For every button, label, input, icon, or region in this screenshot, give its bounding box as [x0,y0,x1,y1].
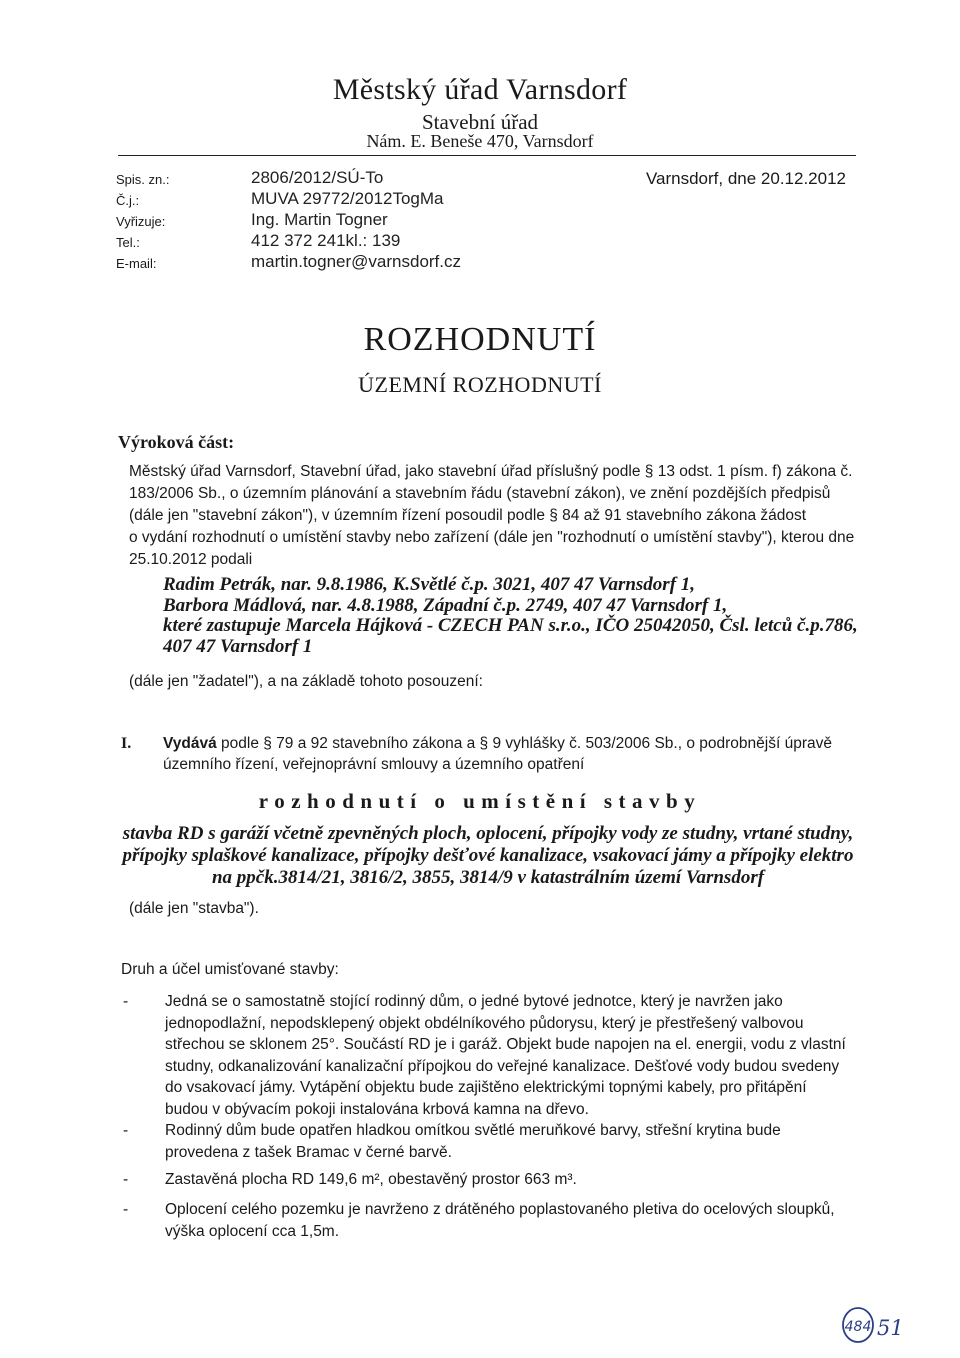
applicant-line: které zastupuje Marcela Hájková - CZECH PAN s.r.o., IČO 25042050, Čsl. letců č.p.786, [163,615,858,636]
intro-line: o vydání rozhodnutí o umístění stavby nebo zařízení (dále jen "rozhodnutí o umístění stavby"), kterou dne [129,529,855,546]
building-description-line: na ppčk.3814/21, 3816/2, 3855, 3814/9 v katastrálním území Varnsdorf [211,867,765,888]
item-verb: Vydává [163,735,217,752]
meta-label-file-ref: Spis. zn.: [116,172,170,187]
bullet-dash: - [123,1201,129,1218]
handwritten-page-number [841,1305,931,1345]
purpose-heading: Druh a účel umisťované stavby: [121,961,339,978]
meta-label-phone: Tel.: [116,235,140,250]
meta-value-file-ref: 2806/2012/SÚ-To [251,168,384,187]
meta-value-handled-by: Ing. Martin Togner [251,210,388,229]
verdict-heading: Výroková část: [118,432,235,452]
bullet-line: Zastavěná plocha RD 149,6 m², obestavěný prostor 663 m³. [165,1171,577,1188]
bullet-line: střechou se sklonem 25°. Součástí RD je i garáž. Objekt bude napojen na el. energii, vodu z vlastní [165,1036,846,1053]
applicants-block [163,575,863,657]
page-number-circled: 484 [844,1319,872,1335]
item-line: územního řízení, veřejnoprávní smlouvy a územního opatření [163,756,585,773]
bullet-line: do vsakovací jámy. Vytápění objektu bude zajištěno elektrickými topnými kabely, pro přitápění [165,1079,807,1096]
intro-paragraph [129,461,857,571]
bullet-line: jednopodlažní, nepodsklepený objekt obdélníkového půdorysu, který je přestřešený valbovou [165,1014,804,1032]
placement-decision-title: rozhodnutí o umístění stavby [258,789,702,813]
page-number-suffix: 51 [877,1316,904,1340]
bullet-item [121,991,859,1120]
building-description-line: stavba RD s garáží včetně zpevněných ploch, oplocení, přípojky vody ze studny, vrtané studny, [122,823,854,844]
item-line: podle § 79 a 92 stavebního zákona a § 9 vyhlášky č. 503/2006 Sb., o podrobnější úpravě [216,735,832,752]
bullet-dash: - [123,1171,129,1188]
bullet-line: budou v obývacím pokoji instalována krbová kamna na dřevo. [165,1100,589,1118]
applicant-line: Barbora Mádlová, nar. 4.8.1988, Západní č.p. 2749, 407 47 Varnsdorf 1, [163,594,728,616]
meta-label-reference-number: Č.j.: [116,193,140,208]
issue-date: Varnsdorf, dne 20.12.2012 [645,169,846,188]
intro-line: (dále jen "stavební zákon"), v územním řízení posoudil podle § 84 až 91 stavebního zákona žádost [129,507,807,524]
department-title: Stavební úřad [421,110,539,134]
bullet-item [121,1169,859,1191]
item-number: I. [121,735,132,752]
bullet-dash: - [123,1122,129,1139]
meta-value-email: martin.togner@varnsdorf.cz [251,252,462,271]
meta-label-handled-by: Vyřizuje: [116,214,166,229]
bullet-dash: - [123,993,129,1010]
bullet-line: výška oplocení cca 1,5m. [165,1222,340,1240]
applicant-line: Radim Petrák, nar. 9.8.1986, K.Světlé č.p. 3021, 407 47 Varnsdorf 1, [163,574,696,595]
building-description-line: přípojky splaškové kanalizace, přípojky dešťové kanalizace, vsakovací jámy a přípojky elektro [122,845,854,866]
intro-line: Městský úřad Varnsdorf, Stavební úřad, jako stavební úřad příslušný podle § 13 odst. 1 písm. f) zákona č. [129,463,853,480]
meta-value-phone: 412 372 241kl.: 139 [251,231,401,250]
intro-line: 183/2006 Sb., o územním plánování a stavebním řádu (stavební zákon), ve znění pozdějších předpisů [129,485,831,502]
bullet-line: Jedná se o samostatně stojící rodinný dům, o jedné bytové jednotce, který je navržen jako [165,993,783,1010]
decision-title: ROZHODNUTÍ [363,321,597,358]
bullet-item [121,1199,859,1242]
item-text [163,733,859,775]
office-address: Nám. E. Beneše 470, Varnsdorf [366,131,594,151]
office-title: Městský úřad Varnsdorf [332,73,628,106]
bullet-line: provedena z tašek Bramac v černé barvě. [165,1143,452,1161]
bullet-item [121,1120,859,1163]
decision-subtitle: ÚZEMNÍ ROZHODNUTÍ [358,372,602,397]
meta-label-email: E-mail: [116,256,157,271]
applicant-alias: (dále jen "žadatel"), a na základě tohoto posouzení: [129,673,483,690]
bullet-line: studny, odkanalizování kanalizační přípojkou do veřejné kanalizace. Dešťové vody budou svedeny [165,1057,840,1075]
building-description [118,823,858,889]
building-alias: (dále jen "stavba"). [129,900,259,917]
bullet-line: Oplocení celého pozemku je navrženo z drátěného poplastovaného pletiva do ocelových sloupků, [165,1201,835,1218]
meta-value-reference-number: MUVA 29772/2012TogMa [251,189,444,208]
bullet-line: Rodinný dům bude opatřen hladkou omítkou světlé meruňkové barvy, střešní krytina bude [165,1122,781,1139]
applicant-line: 407 47 Varnsdorf 1 [163,635,313,657]
header-divider [118,155,856,156]
intro-line: 25.10.2012 podali [129,551,253,568]
